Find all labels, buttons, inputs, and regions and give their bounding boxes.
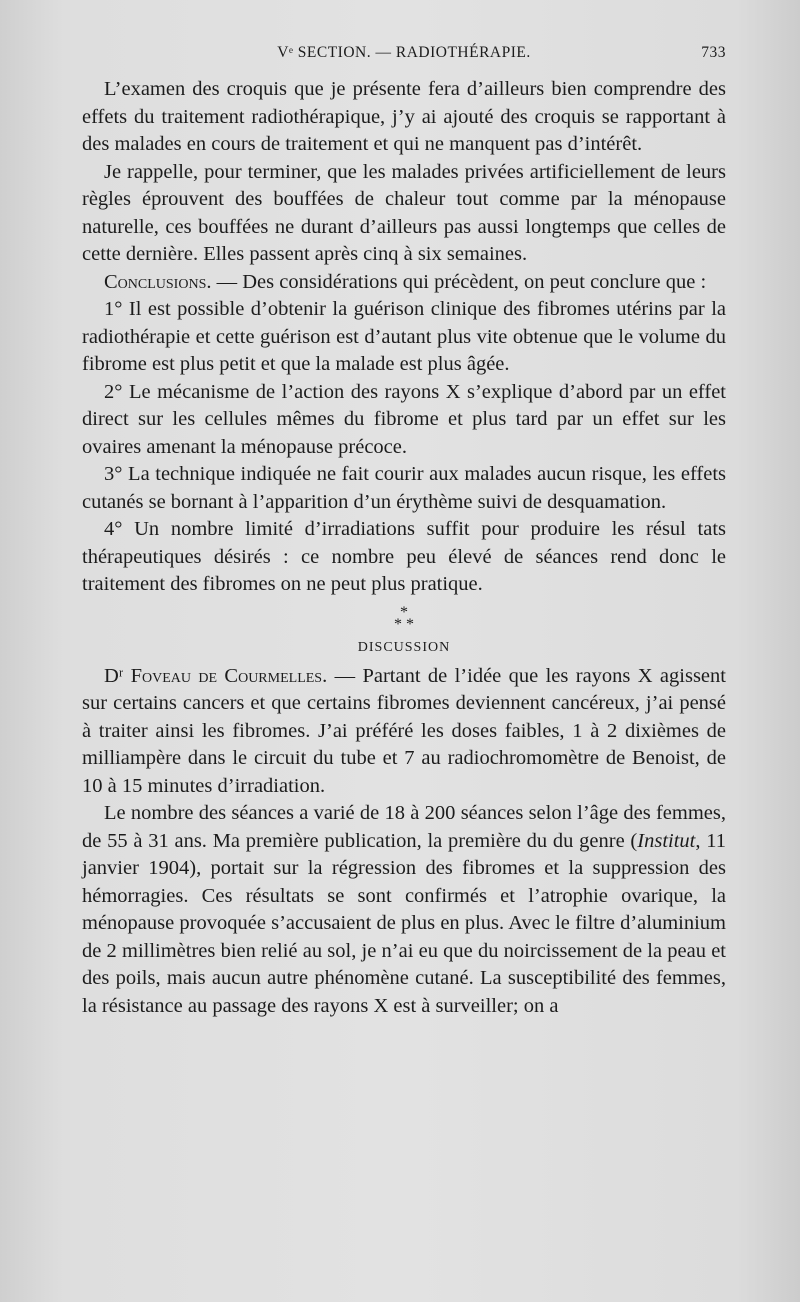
- paragraph-foveau: [82, 663, 726, 801]
- conclusion-item-4: 4° Un nombre limité d’irradiations suffit pour produire les résul tats thérapeutiques désirés : ce nombre peu élevé de séances rend donc le traitement des fibromes on ne peut plus pratique.: [82, 518, 726, 595]
- conclusion-item-2: 2° Le mécanisme de l’action des rayons X s’explique d’abord par un effet direct sur les cellules mêmes du fibrome et plus tard par un effet sur les ovaires amenant la ménopause précoce.: [82, 380, 726, 458]
- paragraph-seances: [82, 800, 726, 1020]
- seances-text-a: Le nombre des séances a varié de 18 à 200 séances selon l’âge des femmes, de 55 à 31 ans. Ma première publication, la première du du genre (: [82, 802, 726, 852]
- conclusions-text: — Des considérations qui précèdent, on peut conclure que :: [211, 270, 707, 293]
- paragraph-bouffees: Je rappelle, pour terminer, que les malades privées artificiellement de leurs règles éprouvent des bouffées de chaleur tout comme par la ménopause naturelle, ces bouffées ne durant d’ailleurs pas aussi longtemps que celles de cette dernière. Elles passent après cinq à six semaines.: [82, 160, 726, 265]
- speaker-name: Dʳ Foveau de Courmelles.: [104, 664, 328, 687]
- running-header: [82, 40, 726, 70]
- section-title: Vᵉ SECTION. — RADIOTHÉRAPIE.: [277, 44, 531, 61]
- seances-text-b: , 11 janvier 1904), portait sur la régression des fibromes et la suppression des hémorragies. Ces résultats se sont confirmés et l’atrophie ovarique, la ménopause provoquée s’accusaient de plus en plus. Avec le filtre d’aluminium de 2 millimètres bien relié au sol, je n’ai eu que du noircissement de la peau et des poils, mais aucun autre phénomène cutané. La susceptibilité des femmes, la résistance au passage des rayons X est à surveiller; on a: [82, 829, 726, 1017]
- paragraph-croquis: L’examen des croquis que je présente fera d’ailleurs bien comprendre des effets du traitement radiothérapique, j’y ai ajouté des croquis se rapportant à des malades en cours de traitement et qui ne manquent pas d’intérêt.: [82, 78, 726, 155]
- asterism-bottom: * *: [394, 615, 414, 633]
- foveau-text: — Partant de l’idée que les rayons X agissent sur certains cancers et que certains fibromes deviennent cancéreux, j’ai pensé à traiter ainsi les fibromes. J’ai préféré les doses faibles, 1 à 2 dixièmes de milliampère dans le circuit du tube et 7 au radiochromomètre de Benoist, de 10 à 15 minutes d’irradiation.: [82, 664, 726, 797]
- asterism-separator: [82, 603, 726, 633]
- paragraph-conclusions: [82, 269, 726, 297]
- page-number: 733: [701, 44, 726, 61]
- asterism-top: *: [400, 603, 408, 621]
- conclusion-item-1: 1° Il est possible d’obtenir la guérison clinique des fibromes utérins par la radiothérapie et cette guérison est d’autant plus vite obtenue que le volume du fibrome est plus petit et que la malade est plus âgée.: [82, 298, 726, 375]
- conclusions-label: Conclusions.: [104, 270, 212, 293]
- institut-italic: Institut: [637, 829, 696, 852]
- discussion-heading: DISCUSSION: [357, 639, 451, 655]
- conclusion-item-3: 3° La technique indiquée ne fait courir aux malades aucun risque, les effets cutanés se bornant à l’apparition d’un érythème suivi de desquamation.: [82, 463, 726, 513]
- text-body: [82, 76, 726, 1020]
